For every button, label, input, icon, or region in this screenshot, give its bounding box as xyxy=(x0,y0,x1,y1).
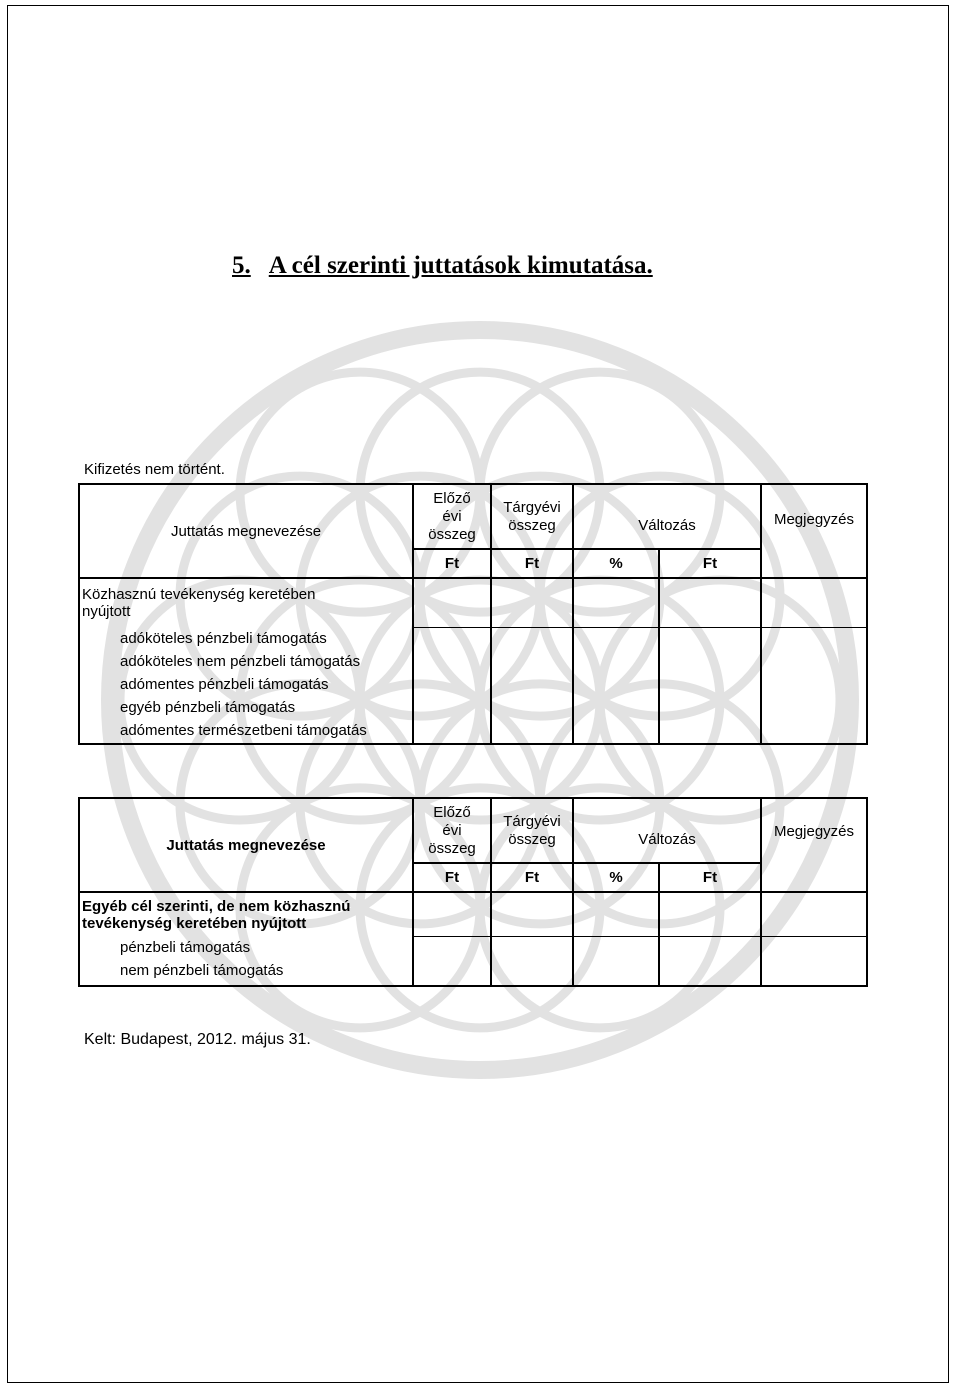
benefits-table-public xyxy=(78,483,868,745)
header-curr: Tárgyévi összeg xyxy=(491,484,573,549)
category-label: Közhasznú tevékenység keretében nyújtott xyxy=(79,578,413,627)
unit-curr: Ft xyxy=(491,549,573,578)
signature-date: Kelt: Budapest, 2012. május 31. xyxy=(84,1031,311,1048)
list-item: nem pénzbeli támogatás xyxy=(120,962,284,979)
list-item: adómentes természetbeni támogatás xyxy=(120,722,367,739)
page-title xyxy=(232,252,653,280)
unit-prev: Ft xyxy=(413,863,491,892)
header-change: Változás xyxy=(573,798,761,863)
header-change: Változás xyxy=(573,484,761,549)
title-text: A cél szerinti juttatások kimutatása. xyxy=(268,252,653,279)
unit-change-pct: % xyxy=(573,863,659,892)
header-name: Juttatás megnevezése xyxy=(79,798,413,892)
header-remark: Megjegyzés xyxy=(761,798,867,892)
list-item: adóköteles nem pénzbeli támogatás xyxy=(120,653,361,670)
unit-prev: Ft xyxy=(413,549,491,578)
item-list xyxy=(79,936,413,986)
header-curr: Tárgyévi összeg xyxy=(491,798,573,863)
unit-change-pct: % xyxy=(573,549,659,578)
list-item: pénzbeli támogatás xyxy=(120,939,251,956)
header-remark: Megjegyzés xyxy=(761,484,867,578)
unit-curr: Ft xyxy=(491,863,573,892)
list-item: adóköteles pénzbeli támogatás xyxy=(120,630,327,647)
unit-change-ft: Ft xyxy=(659,863,761,892)
category-label: Egyéb cél szerinti, de nem közhasznú tevékenység keretében nyújtott xyxy=(79,892,413,936)
list-item: egyéb pénzbeli támogatás xyxy=(120,699,296,716)
benefits-table-other xyxy=(78,797,868,987)
note-text: Kifizetés nem történt. xyxy=(84,461,225,478)
unit-change-ft: Ft xyxy=(659,549,761,578)
item-list xyxy=(79,627,413,744)
list-item: adómentes pénzbeli támogatás xyxy=(120,676,329,693)
header-prev: Előző évi összeg xyxy=(413,798,491,863)
header-prev: Előző évi összeg xyxy=(413,484,491,549)
title-number: 5. xyxy=(232,252,251,279)
header-name: Juttatás megnevezése xyxy=(79,484,413,578)
